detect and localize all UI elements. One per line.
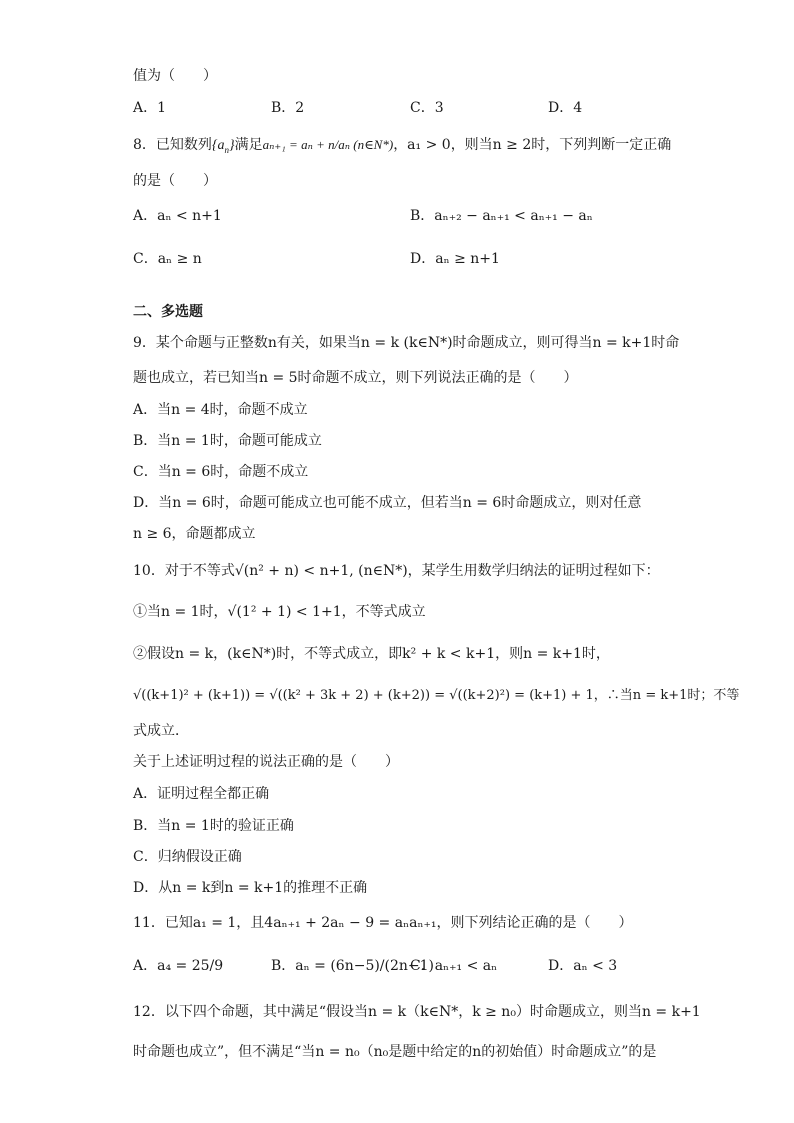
q8-formula: aₙ₊₁ = aₙ + n/aₙ (n∈N*) bbox=[262, 137, 394, 152]
q8-suffix: ，则当n ≥ 2时，下列判断一定正确 bbox=[450, 137, 672, 153]
q10-question: 关于上述证明过程的说法正确的是（ ） bbox=[133, 754, 399, 770]
q10-option-c: C．归纳假设正确 bbox=[133, 849, 242, 865]
q8-a1: ，a₁ > 0 bbox=[393, 137, 451, 153]
q10-line-end: 式成立． bbox=[133, 723, 189, 739]
q8-option-d: D．aₙ ≥ n+1 bbox=[410, 251, 500, 267]
q9-option-d-line1: D．当n = 6时，命题可能成立也可能不成立，但若当n = 6时命题成立，则对任意 bbox=[133, 495, 642, 511]
q11-option-a: A．a₄ = 25/9 bbox=[133, 958, 224, 974]
q9-stem-line1: 9．某个命题与正整数n有关，如果当n = k (k∈N*)时命题成立，则可得当n = k+1时命 bbox=[133, 335, 680, 351]
q7-option-d: D．4 bbox=[548, 100, 583, 116]
q10-option-d: D．从n = k到n = k+1的推理不正确 bbox=[133, 880, 368, 896]
q8-option-b: B．aₙ₊₂ − aₙ₊₁ < aₙ₊₁ − aₙ bbox=[410, 208, 593, 224]
q9-option-a: A．当n = 4时，命题不成立 bbox=[133, 402, 308, 418]
q11-option-c: C．aₙ₊₁ < aₙ bbox=[410, 958, 498, 974]
q8-prefix: 8．已知数列 bbox=[133, 137, 212, 153]
q9-option-b: B．当n = 1时，命题可能成立 bbox=[133, 433, 322, 449]
q10-formula: √((k+1)² + (k+1)) = √((k² + 3k + 2) + (k+2)) = √((k+2)²) = (k+1) + 1，∴当n = k+1时；不等 bbox=[133, 688, 740, 703]
q10-step1: ①当n = 1时，√(1² + 1) < 1+1，不等式成立 bbox=[133, 604, 426, 620]
q9-stem-line2: 题也成立，若已知当n = 5时命题不成立，则下列说法正确的是（ ） bbox=[133, 370, 578, 386]
q10-option-b: B．当n = 1时的验证正确 bbox=[133, 818, 294, 834]
q7-option-b: B．2 bbox=[271, 100, 305, 116]
q8-stem-line1 bbox=[133, 136, 671, 159]
q7-stem-end: 值为（ ） bbox=[133, 68, 217, 84]
q12-stem-line1: 12．以下四个命题，其中满足“假设当n = k（k∈N*，k ≥ n₀）时命题成立，则当n = k+1 bbox=[133, 1004, 701, 1020]
section-title-multiple-choice: 二、多选题 bbox=[133, 304, 203, 320]
q11-option-b: B．aₙ = (6n−5)/(2n−1) bbox=[271, 958, 435, 974]
q8-cond: 满足 bbox=[234, 137, 263, 153]
q11-stem: 11．已知a₁ = 1，且4aₙ₊₁ + 2aₙ − 9 = aₙaₙ₊₁，则下列结论正确的是（ ） bbox=[133, 915, 633, 931]
q8-option-c: C．aₙ ≥ n bbox=[133, 251, 202, 267]
q8-seq: $\{a_n\}$ bbox=[211, 138, 235, 155]
q7-option-c: C．3 bbox=[410, 100, 444, 116]
q12-stem-line2: 时命题也成立”，但不满足“当n = n₀（n₀是题中给定的n的初始值）时命题成立”的是 bbox=[133, 1044, 657, 1060]
q7-option-a: A．1 bbox=[133, 100, 167, 116]
q9-option-c: C．当n = 6时，命题不成立 bbox=[133, 464, 309, 480]
q8-stem-line2: 的是（ ） bbox=[133, 173, 217, 189]
q10-step2: ②假设n = k，(k∈N*)时，不等式成立，即k² + k < k+1，则n = k+1时， bbox=[133, 646, 610, 662]
q11-option-d: D．aₙ < 3 bbox=[548, 958, 618, 974]
q8-option-a: A．aₙ < n+1 bbox=[133, 208, 222, 224]
q10-option-a: A．证明过程全都正确 bbox=[133, 786, 270, 802]
q10-stem: 10．对于不等式√(n² + n) < n+1, (n∈N*)，某学生用数学归纳法的证明过程如下： bbox=[133, 563, 660, 579]
q9-option-d-line2: n ≥ 6，命题都成立 bbox=[133, 526, 256, 542]
